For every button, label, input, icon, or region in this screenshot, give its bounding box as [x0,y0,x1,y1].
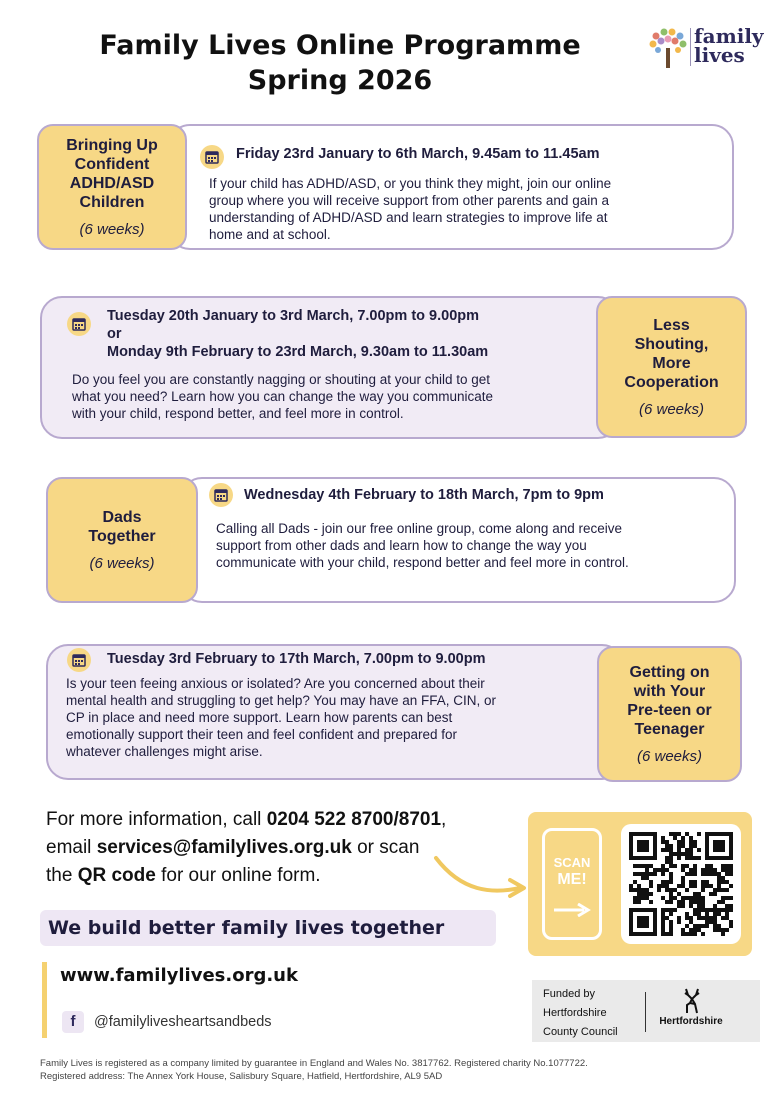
qr-panel [528,812,752,956]
course-dates: Wednesday 4th February to 18th March, 7pm to 9pm [244,487,604,503]
stag-icon [680,987,704,1015]
course-tag-less-shouting: Less Shouting, More Cooperation (6 weeks) [596,296,747,438]
course-dates-or: or [107,326,122,342]
course-tag-adhd: Bringing Up Confident ADHD/ASD Children (6 weeks) [37,124,187,250]
funder-divider [645,992,646,1032]
website-link[interactable]: www.familylives.org.uk [60,965,298,986]
accent-bar [42,962,47,1038]
tree-icon [646,26,690,70]
calendar-icon [209,483,233,507]
course-description: Calling all Dads - join our free online group, come along and receive support from other dads and learn how to change the way you communicate with your child, respond better and feel more in control. [216,521,629,570]
qr-code-label: QR code [77,865,156,886]
course-duration: (6 weeks) [89,554,155,572]
calendar-icon [67,312,91,336]
right-arrow-icon [552,903,592,917]
facebook-icon[interactable]: f [62,1011,84,1033]
funder-text: Funded by Hertfordshire County Council [543,988,618,1038]
phone-icon [542,828,602,940]
qr-code[interactable] [621,824,741,944]
phone-number[interactable]: 0204 522 8700/8701 [266,809,442,830]
logo-divider [690,28,691,66]
qr-code-image [629,832,733,936]
course-dates-alt: Monday 9th February to 23rd March, 9.30am to 11.30am [107,344,489,360]
family-lives-logo [644,24,779,70]
course-description: Is your teen feeing anxious or isolated? Are you concerned about their mental health and struggling to get help? You may have an FFA, CIN, or CP in place and need more support. Learn how parents can best emotionally support their teen and feel confident and prepared for whatever challenges might arise. [66,676,497,759]
email-link[interactable]: services@familylives.org.uk [96,837,352,858]
course-description: If your child has ADHD/ASD, or you think they might, join our online group where you will receive support from other parents and gain a understanding of ADHD/ASD and learn strategies to improve life at home and at school. [209,176,612,242]
course-duration: (6 weeks) [638,400,705,418]
funder-panel [532,980,760,1042]
course-dates: Tuesday 3rd February to 17th March, 7.00pm to 9.00pm [107,651,486,667]
scan-me-label: SCAN ME! [553,855,591,888]
logo-wordmark: family lives [694,24,764,67]
calendar-icon [200,145,224,169]
course-tag-dads: Dads Together (6 weeks) [46,477,198,603]
curved-arrow-icon [432,852,532,902]
legal-notice: Family Lives is registered as a company limited by guarantee in England and Wales No. 3817762. Registered charity No.1077722. Registered address: The Annex York House, Salisbury Square, Hatfield, Hertfordshire, AL9 5AD [40,1058,588,1082]
slogan-banner: We build better family lives together [40,910,496,946]
contact-info: For more information, call 0204 522 8700/8701, email services@familylives.org.uk or scan the QR code for our online form. [46,809,447,886]
course-duration: (6 weeks) [636,747,703,765]
course-tag-teenager: Getting on with Your Pre-teen or Teenager (6 weeks) [597,646,742,782]
title-line-2: Spring 2026 [247,65,433,96]
calendar-icon [67,648,91,672]
hertfordshire-logo: Hertfordshire [659,1016,723,1027]
course-dates: Tuesday 20th January to 3rd March, 7.00pm to 9.00pm [107,308,480,324]
course-duration: (6 weeks) [79,220,145,238]
page-title [60,28,620,98]
course-description: Do you feel you are constantly nagging or shouting at your child to get what you need? Learn how you can change the way you communicate with your child, respond better, and feel more in control. [72,372,494,421]
title-line-1: Family Lives Online Programme [99,30,581,61]
course-dates: Friday 23rd January to 6th March, 9.45am to 11.45am [236,146,600,162]
facebook-handle[interactable]: @familylivesheartsandbeds [94,1014,272,1030]
